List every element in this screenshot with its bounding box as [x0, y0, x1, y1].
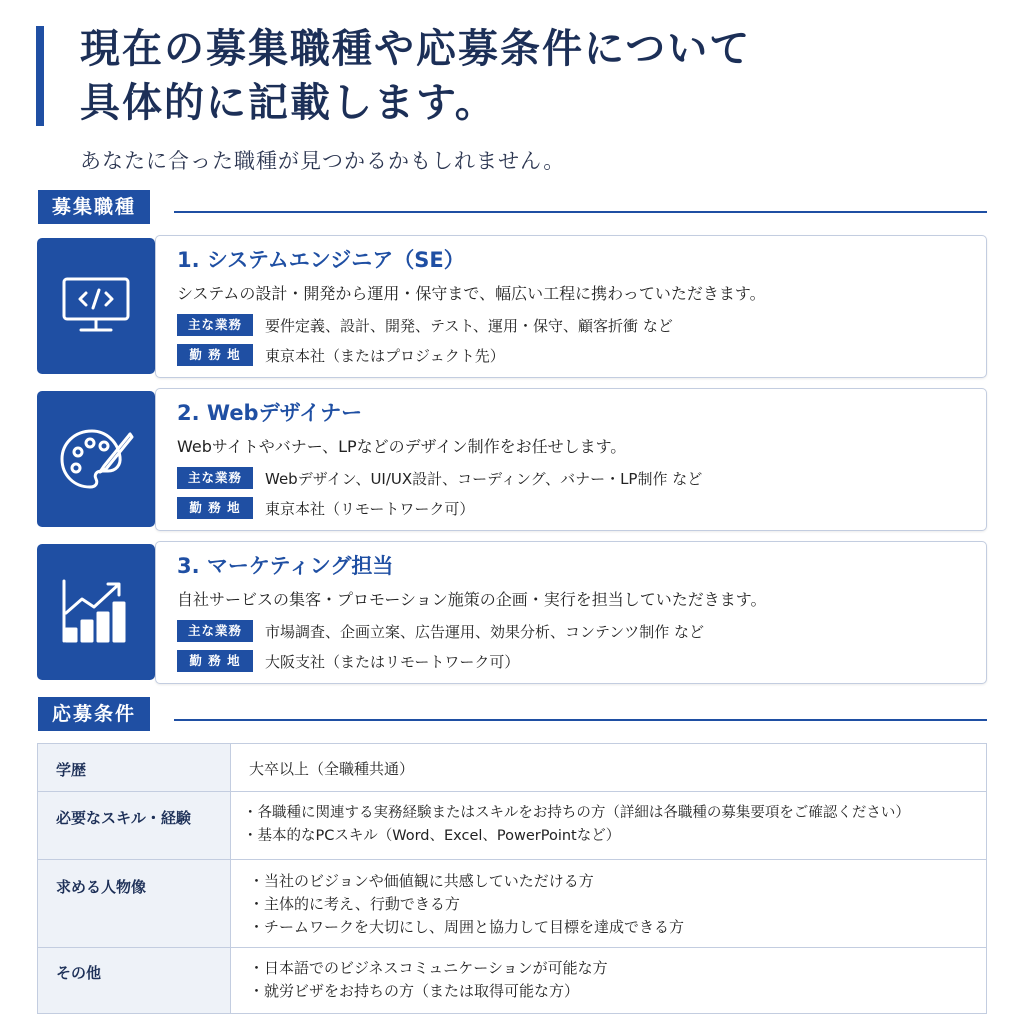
requirement-label: その他 [38, 948, 231, 1014]
job-duties-row [177, 467, 702, 489]
job-location: 東京本社（リモートワーク可） [265, 499, 475, 518]
code-monitor-icon [37, 238, 155, 374]
job-location-row [177, 344, 505, 366]
job-description: システムの設計・開発から運用・保守まで、幅広い工程に携わっていただきます。 [177, 284, 766, 303]
location-tag: 勤 務 地 [177, 344, 253, 366]
job-card-se [37, 238, 987, 378]
job-location: 東京本社（またはプロジェクト先） [265, 346, 505, 365]
section-divider-requirements [174, 719, 987, 721]
job-card-body [155, 235, 987, 378]
requirement-line: ・基本的なPCスキル（Word、Excel、PowerPointなど） [243, 828, 621, 844]
page-title [80, 22, 1000, 130]
job-card-body [155, 388, 987, 531]
requirement-line: ・就労ビザをお持ちの方（または取得可能な方） [249, 982, 580, 1000]
duties-tag: 主な業務 [177, 620, 253, 642]
section-divider-jobs [174, 211, 987, 213]
requirement-line: ・主体的に考え、行動できる方 [249, 895, 460, 913]
location-tag: 勤 務 地 [177, 497, 253, 519]
section-label-requirements: 応募条件 [38, 697, 150, 731]
requirement-value [231, 860, 987, 948]
requirement-value [231, 948, 987, 1014]
job-title: 1. システムエンジニア（SE） [177, 248, 465, 272]
requirement-line: ・日本語でのビジネスコミュニケーションが可能な方 [249, 959, 608, 977]
job-description: Webサイトやバナー、LPなどのデザイン制作をお任せします。 [177, 437, 627, 456]
location-tag: 勤 務 地 [177, 650, 253, 672]
duties-tag: 主な業務 [177, 314, 253, 336]
job-title: 3. マーケティング担当 [177, 554, 394, 578]
job-duties: Webデザイン、UI/UX設計、コーディング、バナー・LP制作 など [265, 469, 703, 488]
growth-chart-icon [37, 544, 155, 680]
requirement-label: 必要なスキル・経験 [38, 792, 231, 860]
title-accent-bar [36, 26, 44, 126]
job-location: 大阪支社（またはリモートワーク可） [265, 652, 520, 671]
requirements-table [37, 743, 987, 1014]
page-title-line2: 具体的に記載します。 [80, 80, 497, 126]
requirement-label: 学歴 [38, 744, 231, 792]
job-card-web-designer [37, 391, 987, 531]
job-title: 2. Webデザイナー [177, 401, 363, 425]
job-duties: 市場調査、企画立案、広告運用、効果分析、コンテンツ制作 など [265, 622, 705, 641]
page-subtitle: あなたに合った職種が見つかるかもしれません。 [80, 149, 566, 173]
job-card-body [155, 541, 987, 684]
duties-tag: 主な業務 [177, 467, 253, 489]
requirement-label: 求める人物像 [38, 860, 231, 948]
requirement-line: ・各職種に関連する実務経験またはスキルをお持ちの方（詳細は各職種の募集要項をご確認ください） [243, 805, 910, 821]
requirement-line: ・当社のビジョンや価値観に共感していただける方 [249, 872, 594, 890]
requirement-value [231, 744, 987, 792]
table-row [38, 948, 987, 1014]
job-duties-row [177, 314, 673, 336]
job-duties: 要件定義、設計、開発、テスト、運用・保守、顧客折衝 など [265, 316, 673, 335]
requirement-value [231, 792, 987, 860]
table-row [38, 792, 987, 860]
job-location-row [177, 497, 474, 519]
job-description: 自社サービスの集客・プロモーション施策の企画・実行を担当していただきます。 [177, 590, 767, 609]
section-label-jobs: 募集職種 [38, 190, 150, 224]
job-location-row [177, 650, 519, 672]
job-card-marketing [37, 544, 987, 684]
job-duties-row [177, 620, 704, 642]
table-row [38, 744, 987, 792]
requirement-line: ・チームワークを大切にし、周囲と協力して目標を達成できる方 [249, 918, 685, 936]
table-row [38, 860, 987, 948]
page-title-line1: 現在の募集職種や応募条件について [80, 26, 752, 72]
paint-palette-icon [37, 391, 155, 527]
requirement-line: 大卒以上（全職種共通） [249, 760, 415, 778]
